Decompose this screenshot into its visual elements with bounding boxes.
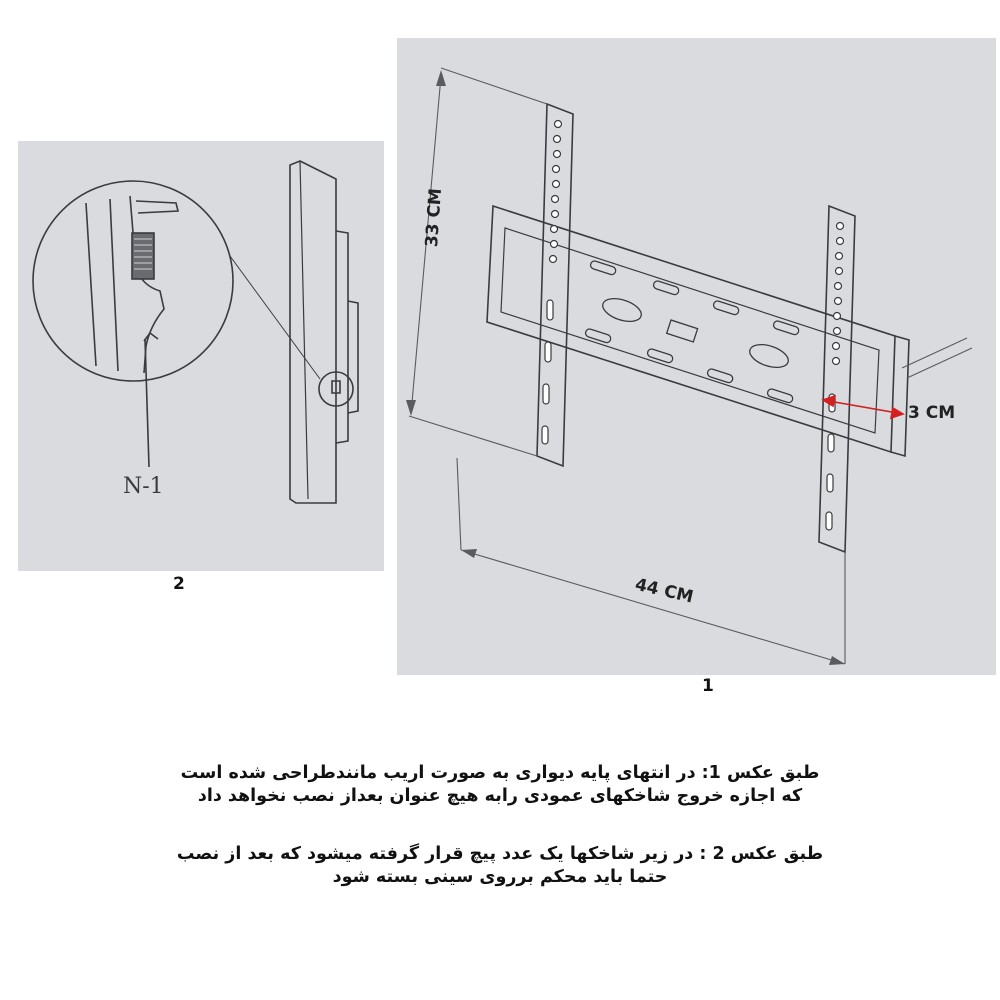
instruction-paragraph-1 xyxy=(80,762,920,808)
width-dimension-line xyxy=(461,550,845,664)
left-vertical-arm xyxy=(537,104,573,466)
instruction-2-line-1: طبق عکس 2 : در زیر شاخکها یک عدد پیچ قرار گرفته میشود که بعد از نصب xyxy=(176,844,824,864)
figure-2-panel xyxy=(18,141,384,571)
plate-edge xyxy=(110,199,118,371)
screw-icon xyxy=(132,233,154,279)
instruction-1-line-2: که اجازه خروج شاخکهای عمودی رابه هیچ عنوان بعداز نصب نخواهد داد xyxy=(197,786,803,806)
arm-holes xyxy=(542,121,844,531)
top-lip xyxy=(136,201,178,213)
height-ext-top xyxy=(441,68,547,104)
wall-line xyxy=(86,203,96,366)
figure-1-panel xyxy=(397,38,996,675)
instruction-2-line-2: حتما باید محکم برروی سینی بسته شود xyxy=(332,867,668,887)
instruction-1-line-1: طبق عکس 1: در انتهای پایه دیواری به صورت اریب مانندطراحی شده است xyxy=(180,763,820,783)
bracket-side xyxy=(336,231,348,443)
screw-tip xyxy=(144,333,158,341)
leader-line xyxy=(145,339,149,467)
figure-1-drawing xyxy=(397,38,996,675)
tray-slots xyxy=(585,260,800,404)
height-label: 33 CM xyxy=(421,187,447,248)
zoom-connector xyxy=(230,256,320,379)
depth-label: 3 CM xyxy=(908,403,956,423)
width-label: 44 CM xyxy=(633,574,696,608)
magnifier-circle xyxy=(33,181,233,381)
instruction-paragraph-2 xyxy=(80,843,920,889)
figure-1-number: 1 xyxy=(702,676,714,696)
part-label-n1: N-1 xyxy=(123,474,164,499)
figure-2-drawing xyxy=(18,141,384,571)
tv-side-view xyxy=(290,161,336,503)
hook-profile xyxy=(130,196,164,373)
height-ext-bottom xyxy=(409,416,537,456)
figure-2-number: 2 xyxy=(173,574,185,594)
